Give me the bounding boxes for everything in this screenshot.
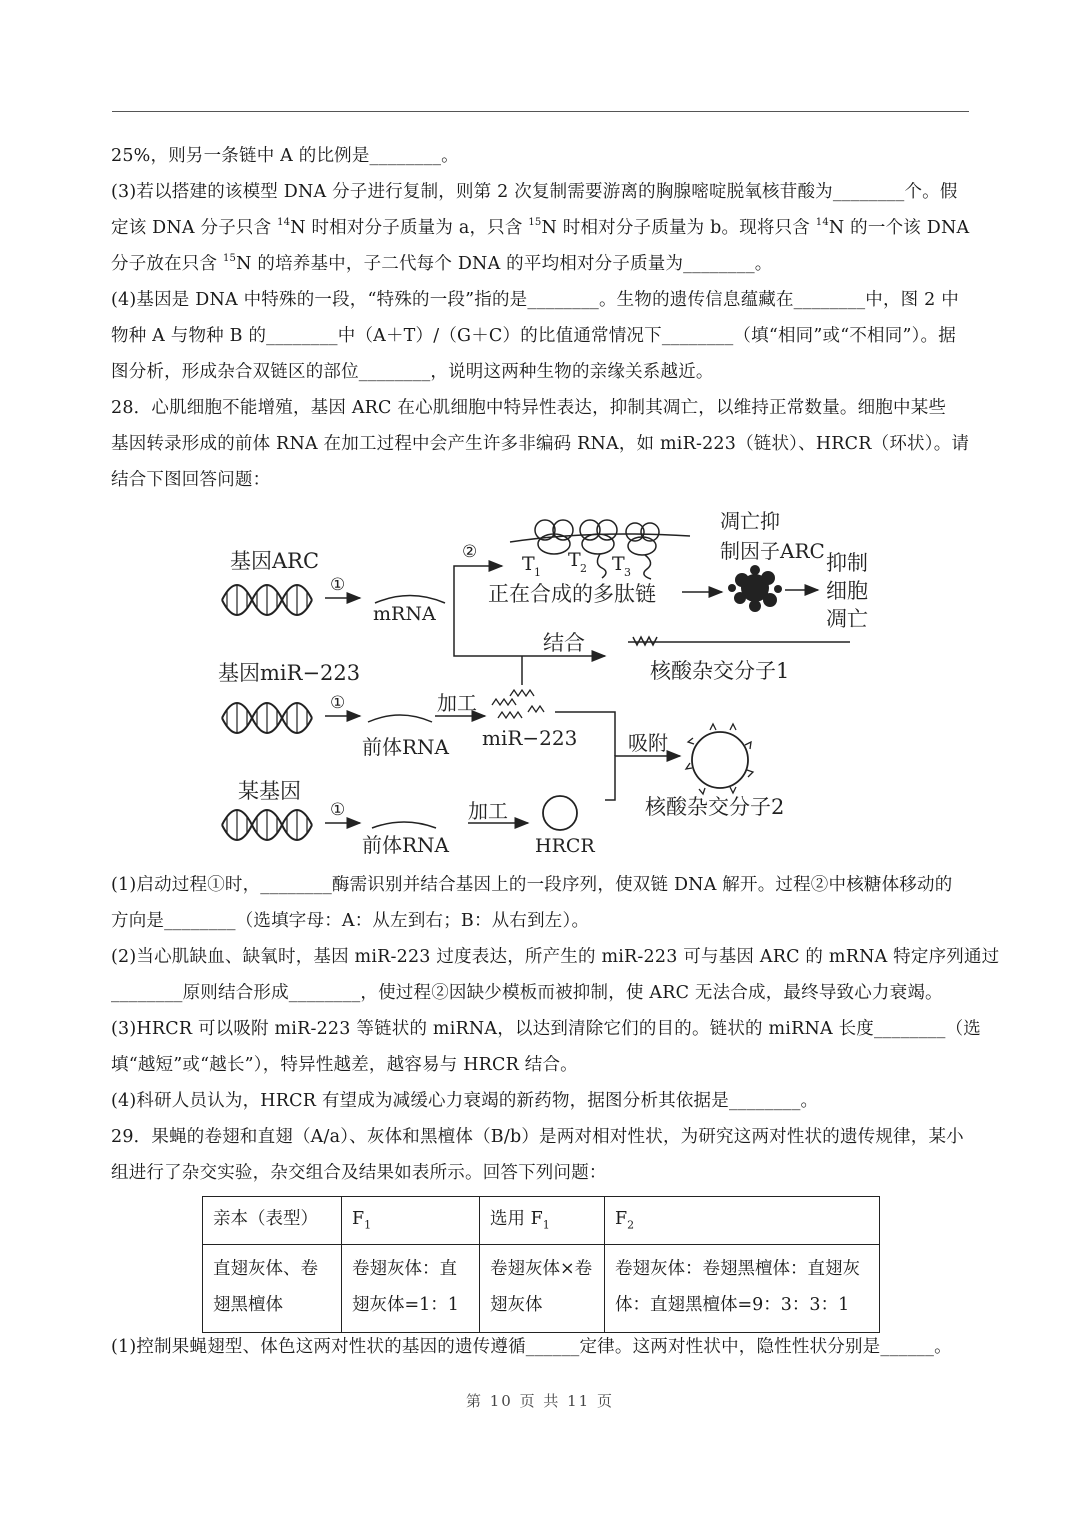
sup-15: 15 <box>528 217 542 228</box>
label-pre-rna-some: 前体RNA <box>362 833 450 857</box>
label-step2: ② <box>462 542 478 562</box>
label-result-l3: 凋亡 <box>826 607 868 631</box>
label-hybrid1: 核酸杂交分子1 <box>650 659 790 683</box>
q28-sub4-line1: (4)科研人员认为，HRCR 有望成为减缓心力衰竭的新药物，据图分析其依据是________。 <box>111 1091 819 1111</box>
q28-subquestions <box>111 867 1000 1191</box>
label-mir223: miR−223 <box>482 726 578 750</box>
q28-sub2-line1: (2)当心肌缺血、缺氧时，基因 miR-223 过度表达，所产生的 miR-223 可与基因 ARC 的 mRNA 特定序列通过 <box>111 947 1000 967</box>
q29-subquestion <box>111 1329 971 1365</box>
sup-14: 14 <box>815 217 829 228</box>
gene-expression-diagram <box>210 500 900 870</box>
header-f1-text: F <box>352 1209 365 1229</box>
label-t1-sub: 1 <box>534 566 541 579</box>
q28-sub3-line2: 填“越短”或“越长”），特异性越差，越容易与 HRCR 结合。 <box>111 1055 578 1075</box>
q29-sub1-line1: (1)控制果蝇翅型、体色这两对性状的基因的遗传遵循______定律。这两对性状中，隐性性状分别是______。 <box>111 1337 952 1357</box>
header-f2-sub: 2 <box>627 1218 635 1232</box>
sup-14: 14 <box>277 217 291 228</box>
table-header-row <box>203 1197 880 1245</box>
label-adsorb: 吸附 <box>628 731 668 755</box>
label-pre-rna-mir: 前体RNA <box>362 735 450 759</box>
q29-stem2: 组进行了杂交实验，杂交组合及结果如表所示。回答下列问题： <box>111 1163 607 1183</box>
text-span: N 时相对分子质量为 a，只含 <box>290 218 529 238</box>
cell-f2 <box>605 1245 880 1333</box>
label-gene-some: 某基因 <box>238 779 301 803</box>
label-step1-mir: ① <box>330 693 346 713</box>
sup-15: 15 <box>222 253 237 264</box>
header-rule <box>112 111 969 112</box>
q28-sub1-line2: 方向是________（选填字母：A：从左到右；B：从右到左）。 <box>111 911 590 931</box>
label-mrna: mRNA <box>373 603 436 625</box>
header-parents <box>203 1197 342 1245</box>
label-t3: T <box>612 553 625 575</box>
q28-stem2: 基因转录形成的前体 RNA 在加工过程中会产生许多非编码 RNA，如 miR-223（链状）、HRCR（环状）。请 <box>111 434 970 454</box>
q28-sub2-line2: ________原则结合形成________，使过程②因缺少模板而被抑制，使 ARC 无法合成，最终导致心力衰竭。 <box>111 983 943 1003</box>
q27-continuation <box>111 138 971 498</box>
label-result-l1: 抑制 <box>826 551 868 575</box>
label-bind: 结合 <box>543 631 585 655</box>
text-span: N 时相对分子质量为 b。现将只含 <box>541 218 816 238</box>
q28-sub3-line1: (3)HRCR 可以吸附 miR-223 等链状的 miRNA，以达到清除它们的目的。链状的 miRNA 长度________（选 <box>111 1019 981 1039</box>
hybrid2-icon <box>686 724 753 794</box>
text-span: 分子放在只含 <box>111 254 223 274</box>
cell-text: 直翅灰体、卷 <box>213 1259 318 1279</box>
text-span: N 的一个该 DNA <box>828 218 970 238</box>
header-f2-text: F <box>615 1209 628 1229</box>
cross-results-table <box>202 1196 880 1333</box>
label-gene-arc: 基因ARC <box>230 549 320 573</box>
q28-sub1-line1: (1)启动过程①时，________酶需识别并结合基因上的一段序列，使双链 DNA 解开。过程②中核糖体移动的 <box>111 875 953 895</box>
label-hrcr: HRCR <box>535 835 595 857</box>
q27-3-line1: (3)若以搭建的该模型 DNA 分子进行复制，则第 2 次复制需要游离的胸腺嘧啶脱氧核苷酸为________个。假 <box>111 182 958 202</box>
cell-text: 卷翅灰体×卷 <box>490 1259 593 1279</box>
q27-tail-line: 25%，则另一条链中 A 的比例是________。 <box>111 146 459 166</box>
label-inhibitor-l1: 凋亡抑 <box>720 509 780 533</box>
label-process-mir: 加工 <box>437 691 477 715</box>
cell-text: 卷翅灰体：卷翅黑檀体：直翅灰 <box>615 1259 860 1279</box>
text-span: 定该 DNA 分子只含 <box>111 218 278 238</box>
label-gene-mir: 基因miR−223 <box>218 661 361 685</box>
mir223-strands-icon <box>492 690 544 718</box>
cell-text: 卷翅灰体：直 <box>352 1259 457 1279</box>
cell-parents <box>203 1245 342 1333</box>
cell-text: 翅灰体 <box>490 1295 543 1315</box>
text-span: N 的培养基中，子二代每个 DNA 的平均相对分子质量为________。 <box>236 254 773 274</box>
q27-3-line3 <box>111 246 971 282</box>
label-result-l2: 细胞 <box>826 579 868 603</box>
header-f2 <box>605 1197 880 1245</box>
cell-text: 翅灰体=1：1 <box>352 1295 459 1315</box>
cell-f1 <box>342 1245 480 1333</box>
label-t3-sub: 3 <box>624 566 631 579</box>
label-step1-some: ① <box>330 800 346 820</box>
cell-selected-f1 <box>480 1245 605 1333</box>
header-selected-f1-text: 选用 F <box>490 1209 543 1229</box>
label-process-some: 加工 <box>468 799 508 823</box>
cell-text: 体：直翅黑檀体=9：3：3：1 <box>615 1295 850 1315</box>
protein-arc-icon <box>728 565 782 612</box>
q27-4-line3: 图分析，形成杂合双链区的部位________，说明这两种生物的亲缘关系越近。 <box>111 362 714 382</box>
mrna-strand <box>375 596 445 604</box>
hybrid1-icon <box>628 637 850 645</box>
q28-stem3: 结合下图回答问题： <box>111 470 271 490</box>
dna-helix-arc-icon <box>222 585 312 615</box>
header-selected-f1 <box>480 1197 605 1245</box>
q28-stem1: 28．心肌细胞不能增殖，基因 ARC 在心肌细胞中特异性表达，抑制其凋亡，以维持正常数量。细胞中某些 <box>111 398 947 418</box>
label-step1-arc: ① <box>330 575 346 595</box>
label-t2-sub: 2 <box>580 562 587 575</box>
label-inhibitor-l2: 制因子ARC <box>720 539 825 563</box>
q27-4-line1: (4)基因是 DNA 中特殊的一段，“特殊的一段”指的是________。生物的遗传信息蕴藏在________中，图 2 中 <box>111 290 959 310</box>
label-peptide: 正在合成的多肽链 <box>488 582 656 606</box>
pre-rna-mir-strand <box>368 715 432 722</box>
dna-helix-mir-icon <box>222 703 312 733</box>
pre-rna-some-strand <box>372 822 436 828</box>
arrow-adsorb <box>605 756 680 800</box>
header-selected-f1-sub: 1 <box>542 1218 550 1232</box>
page-footer: 第 10 页 共 11 页 <box>465 1392 614 1410</box>
q27-3-line2 <box>111 210 971 246</box>
dna-helix-some-icon <box>222 810 312 840</box>
q27-4-line2: 物种 A 与物种 B 的________中（A＋T）/（G＋C）的比值通常情况下________（填“相同”或“不相同”）。据 <box>111 326 956 346</box>
label-t1: T <box>522 553 535 575</box>
table-row <box>203 1245 880 1333</box>
header-parents-text: 亲本（表型） <box>213 1209 318 1229</box>
label-t2: T <box>568 549 581 571</box>
q29-stem1: 29．果蝇的卷翅和直翅（A/a）、灰体和黑檀体（B/b）是两对相对性状，为研究这两对性状的遗传规律，某小 <box>111 1127 964 1147</box>
header-f1-sub: 1 <box>364 1218 372 1232</box>
header-f1 <box>342 1197 480 1245</box>
hrcr-circle-icon <box>543 796 577 830</box>
label-hybrid2: 核酸杂交分子2 <box>645 795 785 819</box>
cell-text: 翅黑檀体 <box>213 1295 283 1315</box>
